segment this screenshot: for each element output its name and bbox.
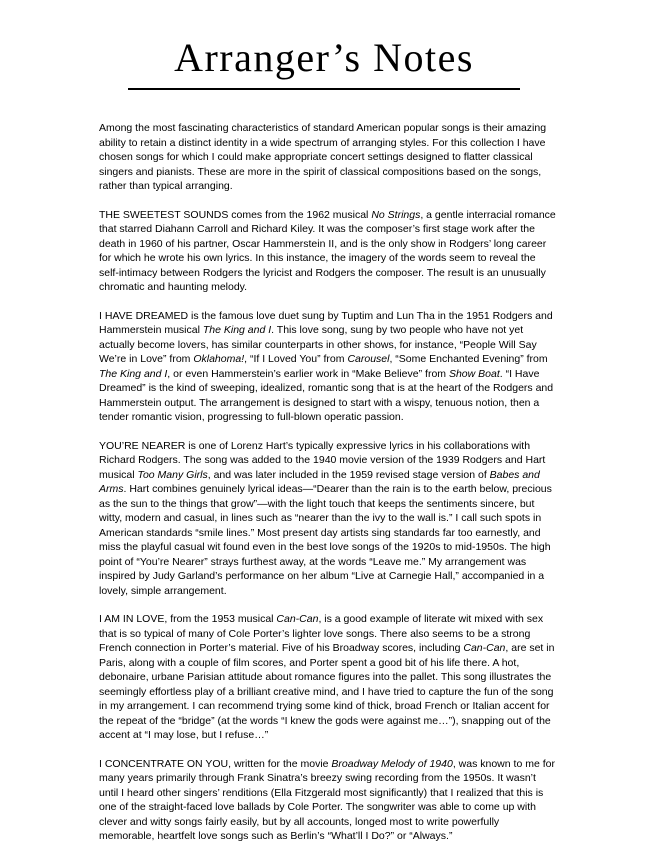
text-segment: . This love song, sung by two people who have not yet actually become lovers, has similar counterparts in other shows, for instance, “People Will Say We’re in Love” from (99, 324, 537, 365)
text-segment: I CONCENTRATE ON YOU, written for the movie (99, 757, 332, 770)
title-divider (128, 88, 520, 90)
musical-title: Oklahoma! (193, 353, 245, 365)
text-segment: , are set in Paris, along with a couple of film scores, and Porter spent a good bit of his life there. A hot, debonaire, urbane Parisian attitude about romance figures into the pallet. This song illustrates the seemingly effortless play of a brilliant creative mind, and I have tried to capture the fun of the song in my arrangement. I can recommend trying some kind of thick, broad French or Italian accent for the repeat of the “bridge” (at the words “I knew the gods were against me…”), snapping out of the accent at “I may lose, but I refuse…” (99, 642, 555, 741)
paragraph-2 (99, 208, 557, 295)
text-segment: , a gentle interracial romance that starred Diahann Carroll and Richard Kiley. It was the composer’s first stage work after the death in 1960 of his partner, Oscar Hammerstein II, and is the only show in Rodgers’ long career for which he wrote his own lyrics. In this instance, the imagery of the words seem to reveal the self-intimacy between Rodgers the lyricist and Rodgers the composer. The result is an unusually chromatic and haunting melody. (99, 208, 556, 293)
musical-title: Show Boat (448, 367, 500, 380)
paragraph-4 (99, 439, 557, 599)
paragraph-1 (99, 121, 557, 194)
text-segment: , or even Hammerstein’s earlier work in “Make Believe” from (167, 367, 449, 380)
musical-title: Too Many Girls (137, 468, 208, 481)
text-segment: I HAVE DREAMED is the famous love duet sung by Tuptim and Lun Tha in the 1951 Rodgers and Hammerstein musical (99, 309, 553, 336)
text-segment: , “If I Loved You” from (244, 353, 348, 365)
musical-title: The King and I (202, 324, 272, 336)
musical-title: Carousel (347, 353, 390, 365)
text-segment: YOU’RE NEARER is one of Lorenz Hart’s typically expressive lyrics in his collaborations with Richard Rodgers. The song was added to the 1940 movie version of the 1939 Rodgers and Hart musical (99, 439, 546, 481)
page-title: Arranger’s Notes (174, 35, 474, 80)
text-segment: . Hart combines genuinely lyrical ideas—“Dearer than the rain is to the earth below, precious as the sun to the things that grow”—with the light touch that keeps the sentiments sincere, but witty, modern and casual, in lines such as “nearer than the ivy to the wall is.” I call such spots in American standards “smile lines.” Most present day artists sing standards far too earnestly, and miss the playful casual wit found even in the best love songs of the 1920s to mid-1950s. The high point of “You’re Nearer” strays furthest away, at the words “Leave me.” My arrangement was inspired by Judy Garland’s performance on her album “Live at Carnegie Hall,” accompanied in a lovely, simple arrangement. (99, 483, 552, 597)
text-segment: , and was later included in the 1959 revised stage version of (207, 468, 490, 481)
paragraph-6 (99, 757, 557, 844)
paragraph-3 (99, 309, 557, 425)
text-segment: , is a good example of literate wit mixed with sex that is so typical of many of Cole Porter’s lighter love songs. There also seems to be a strong French connection in Porter’s material. Five of his Broadway scores, including (99, 613, 544, 654)
text-segment: THE SWEETEST SOUNDS comes from the 1962 musical (99, 208, 372, 221)
musical-title: The King and I (99, 367, 168, 380)
musical-title: No Strings (371, 208, 421, 221)
musical-title: Can-Can (276, 613, 319, 625)
musical-title: Can-Can (463, 642, 506, 654)
musical-title: Broadway Melody of 1940 (331, 757, 453, 770)
text-segment: , was known to me for many years primarily through Frank Sinatra’s breezy swing recording from the 1950s. It wasn’t until I heard other singers’ renditions (Ella Fitzgerald most significantly) that I realized that this is one of the straight-faced love ballads by Cole Porter. The songwriter was able to come up with clever and witty songs fairly easily, but by all accounts, longed most to write powerfully memorable, heartfelt love songs such as Berlin’s “What’ll I Do?” or “Always.” (99, 757, 555, 842)
text-segment: I AM IN LOVE, from the 1953 musical (99, 613, 277, 625)
musical-title: Babes and Arms (99, 468, 540, 495)
text-segment: . “I Have Dreamed” is the kind of sweeping, idealized, romantic song that is at the heart of the Rodgers and Hammerstein output. The arrangement is designed to start with a wispy, tenuous notion, then a tender romantic vision, progressing to full-blown operatic passion. (99, 367, 554, 423)
text-segment: , “Some Enchanted Evening” from (389, 353, 548, 365)
paragraph-5 (99, 612, 557, 743)
text-segment: Among the most fascinating characteristics of standard American popular songs is their amazing ability to retain a distinct identity in a wide spectrum of arranging styles. For this collection I have chosen songs for which I could make appropriate concert settings designed to flatter classical singers and pianists. These are more in the spirit of classical compositions based on the songs, rather than typical arranging. (99, 122, 547, 192)
document-body (99, 121, 557, 858)
